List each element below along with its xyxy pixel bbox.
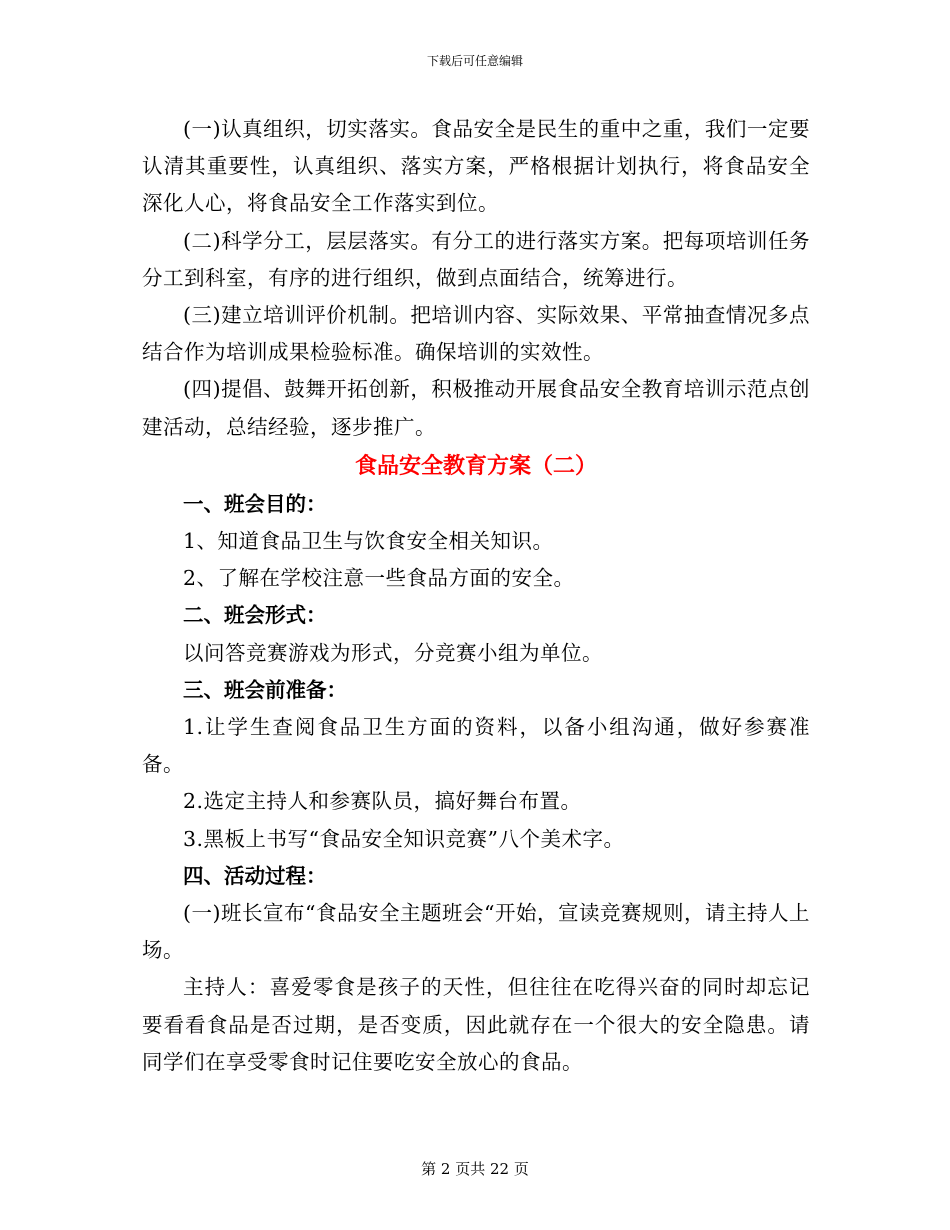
list-item: 2、了解在学校注意一些食品方面的安全。 [183, 566, 575, 591]
page-footer: 第 2 页共 22 页 [421, 1160, 529, 1178]
paragraph: (二)科学分工，层层落实。有分工的进行落实方案。把每项培训任务分工到科室，有序的进行组织，做到点面结合，统筹进行。 [142, 228, 810, 290]
list-item: 2.选定主持人和参赛队员，搞好舞台布置。 [183, 789, 582, 814]
document-body [142, 111, 810, 1081]
paragraph: 以问答竞赛游戏为形式，分竞赛小组为单位。 [183, 640, 603, 665]
section-heading: 一、班会目的： [183, 491, 327, 516]
list-item: 3.黑板上书写“食品安全知识竞赛”八个美术字。 [183, 826, 625, 851]
paragraph: 主持人：喜爱零食是孩子的天性，但往往在吃得兴奋的同时却忘记要看看食品是否过期，是否变质，因此就存在一个很大的安全隐患。请同学们在享受零食时记住要吃安全放心的食品。 [142, 975, 810, 1074]
section-heading: 三、班会前准备： [183, 677, 347, 702]
list-item: 1、知道食品卫生与饮食安全相关知识。 [183, 529, 554, 554]
paragraph: (一)班长宣布“食品安全主题班会“开始，宣读竞赛规则，请主持人上场。 [142, 901, 810, 963]
paragraph: (一)认真组织，切实落实。食品安全是民生的重中之重，我们一定要认清其重要性，认真组织、落实方案，严格根据计划执行，将食品安全深化人心，将食品安全工作落实到位。 [142, 117, 810, 216]
page-header: 下载后可任意编辑 [426, 54, 523, 68]
paragraph: (三)建立培训评价机制。把培训内容、实际效果、平常抽查情况多点结合作为培训成果检验标准。确保培训的实效性。 [142, 303, 810, 365]
section-title: 食品安全教育方案（二） [354, 452, 597, 479]
section-heading: 四、活动过程： [183, 863, 327, 888]
paragraph: (四)提倡、鼓舞开拓创新，积极推动开展食品安全教育培训示范点创建活动，总结经验，逐步推广。 [142, 377, 810, 439]
list-item: 1.让学生查阅食品卫生方面的资料，以备小组沟通，做好参赛准备。 [142, 715, 810, 777]
section-heading: 二、班会形式： [183, 603, 327, 628]
